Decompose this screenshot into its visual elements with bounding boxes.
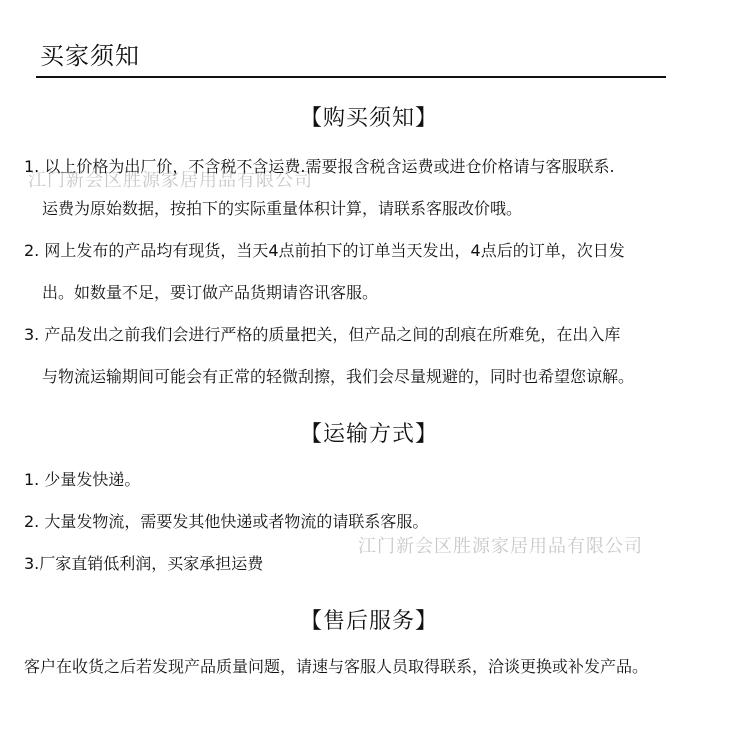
purchase-line-3: 2. 网上发布的产品均有现货，当天4点前拍下的订单当天发出，4点后的订单，次日发 <box>24 241 625 260</box>
purchase-line-5: 3. 产品发出之前我们会进行严格的质量把关，但产品之间的刮痕在所难免，在出入库 <box>24 325 621 344</box>
shipping-line-3: 3.厂家直销低利润，买家承担运费 <box>24 554 264 573</box>
purchase-line-4: 出。如数量不足，要订做产品货期请咨讯客服。 <box>42 283 379 302</box>
watermark-right: 江门新会区胜源家居用品有限公司 <box>358 536 643 557</box>
purchase-line-2: 运费为原始数据，按拍下的实际重量体积计算，请联系客服改价哦。 <box>42 199 523 218</box>
purchase-line-6: 与物流运输期间可能会有正常的轻微刮擦，我们会尽量规避的，同时也希望您谅解。 <box>42 367 635 386</box>
after-sales-line-1: 客户在收货之后若发现产品质量问题，请速与客服人员取得联系，洽谈更换或补发产品。 <box>24 657 649 676</box>
shipping-line-2: 2. 大量发物流，需要发其他快递或者物流的请联系客服。 <box>24 512 429 531</box>
title-divider <box>36 76 666 78</box>
purchase-line-1: 1. 以上价格为出厂价，不含税不含运费.需要报含税含运费或进仓价格请与客服联系. <box>24 157 615 176</box>
section-heading-shipping: 【运输方式】 <box>299 422 438 447</box>
watermark-top: 江门新会区胜源家居用品有限公司 <box>28 170 313 191</box>
section-heading-after-sales: 【售后服务】 <box>299 609 438 634</box>
page-title: 买家须知 <box>40 42 140 70</box>
section-heading-purchase: 【购买须知】 <box>299 106 438 131</box>
shipping-line-1: 1. 少量发快递。 <box>24 470 141 489</box>
